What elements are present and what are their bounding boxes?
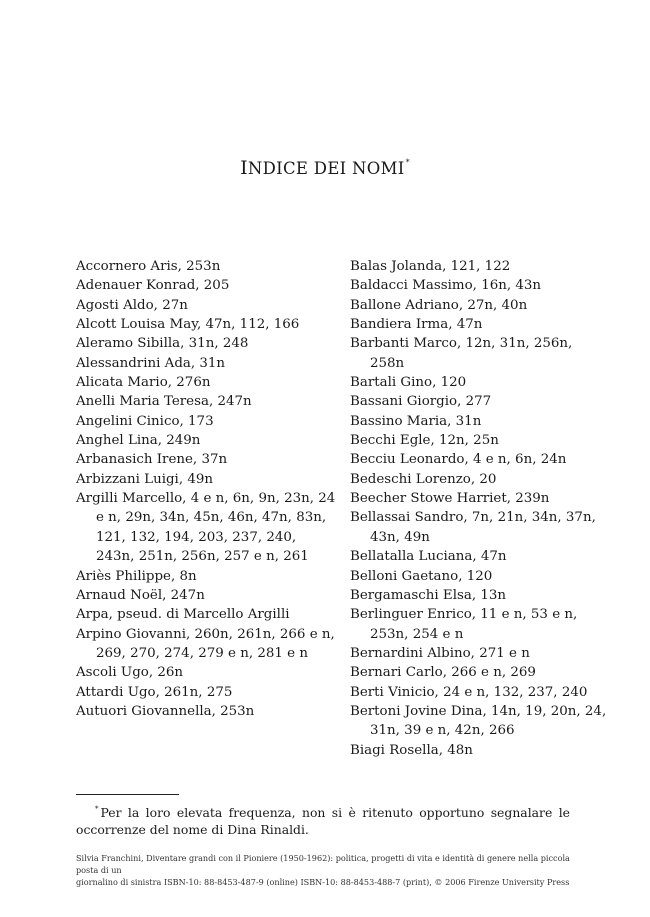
index-entry: Beecher Stowe Harriet, 239n bbox=[350, 491, 550, 507]
title-footnote-mark: * bbox=[405, 158, 410, 167]
index-entry: Aleramo Sibilla, 31n, 248 bbox=[76, 336, 249, 352]
index-entry: Angelini Cinico, 173 bbox=[76, 413, 214, 429]
colophon-line: giornalino di sinistra ISBN-10: 88-8453-487-9 (online) ISBN-10: 88-8453-488-7 (print), © 2006 Firenze University Press bbox=[76, 877, 570, 887]
index-entry: Autuori Giovannella, 253n bbox=[76, 703, 255, 719]
title-rest: NDICE DEI NOMI bbox=[247, 159, 405, 178]
index-entry: Bassani Giorgio, 277 bbox=[350, 394, 492, 410]
index-entry: Bandiera Irma, 47n bbox=[350, 317, 483, 333]
index-entry: Arnaud Noël, 247n bbox=[76, 587, 205, 603]
colophon-line: Silvia Franchini, Diventare grandi con il Pioniere (1950-1962): politica, progetti di vita e identità di genere nella piccola posta di un bbox=[76, 853, 570, 875]
index-entry: Balas Jolanda, 121, 122 bbox=[350, 259, 511, 274]
index-column-left bbox=[76, 257, 338, 721]
index-entry: Bellassai Sandro, 7n, 21n, 34n, 37n, 43n, 49n bbox=[350, 510, 596, 545]
index-entry: Arbizzani Luigi, 49n bbox=[76, 471, 214, 487]
index-entry: Biagi Rosella, 48n bbox=[350, 742, 473, 758]
index-entry: Ascoli Ugo, 26n bbox=[76, 665, 184, 681]
index-entry: Ariès Philippe, 8n bbox=[76, 568, 197, 584]
index-entry: Bedeschi Lorenzo, 20 bbox=[350, 471, 497, 487]
index-entry: Bernardini Albino, 271 e n bbox=[350, 645, 530, 661]
colophon bbox=[76, 852, 576, 888]
index-entry: Bartali Gino, 120 bbox=[350, 375, 467, 391]
index-entry: Berlinguer Enrico, 11 e n, 53 e n, 253n, 254 e n bbox=[350, 607, 578, 642]
index-column-right bbox=[350, 257, 610, 760]
index-entry: Attardi Ugo, 261n, 275 bbox=[76, 684, 233, 700]
index-entry: Becciu Leonardo, 4 e n, 6n, 24n bbox=[350, 452, 567, 468]
index-entry: Berti Vinicio, 24 e n, 132, 237, 240 bbox=[350, 684, 588, 700]
title-initial: I bbox=[240, 157, 248, 179]
index-entry: Anelli Maria Teresa, 247n bbox=[76, 394, 252, 410]
index-entry: Alessandrini Ada, 31n bbox=[76, 355, 226, 371]
index-entry: Argilli Marcello, 4 e n, 6n, 9n, 23n, 24 e n, 29n, 34n, 45n, 46n, 47n, 83n, 121, 132, 194, 203, 237, 240, 243n, 251n, 256n, 257 e n, 261 bbox=[76, 491, 336, 565]
index-entry: Barbanti Marco, 12n, 31n, 256n, 258n bbox=[350, 336, 573, 371]
index-entry: Accornero Aris, 253n bbox=[76, 259, 221, 274]
index-entry: Becchi Egle, 12n, 25n bbox=[350, 433, 499, 449]
index-entry: Bergamaschi Elsa, 13n bbox=[350, 587, 507, 603]
footnote-mark: * bbox=[95, 805, 99, 813]
index-entry: Arpino Giovanni, 260n, 261n, 266 e n, 269, 270, 274, 279 e n, 281 e n bbox=[76, 626, 335, 661]
index-entry: Anghel Lina, 249n bbox=[76, 433, 201, 449]
index-entry: Agosti Aldo, 27n bbox=[76, 297, 188, 313]
index-entry: Ballone Adriano, 27n, 40n bbox=[350, 297, 528, 313]
index-entry: Baldacci Massimo, 16n, 43n bbox=[350, 278, 542, 294]
index-entry: Bassino Maria, 31n bbox=[350, 413, 482, 429]
footnote bbox=[76, 801, 570, 838]
index-entry: Bellatalla Luciana, 47n bbox=[350, 549, 507, 565]
footnote-divider bbox=[76, 794, 179, 795]
page-title bbox=[0, 157, 650, 179]
footnote-text: Per la loro elevata frequenza, non si è ritenuto opportuno segnalare le occorrenze del nome di Dina Rinaldi. bbox=[76, 805, 570, 837]
index-entry: Bernari Carlo, 266 e n, 269 bbox=[350, 665, 536, 681]
index-entry: Alcott Louisa May, 47n, 112, 166 bbox=[76, 317, 300, 333]
index-entry: Bertoni Jovine Dina, 14n, 19, 20n, 24, 31n, 39 e n, 42n, 266 bbox=[350, 703, 607, 739]
index-entry: Alicata Mario, 276n bbox=[76, 375, 211, 391]
index-entry: Belloni Gaetano, 120 bbox=[350, 568, 493, 584]
index-entry: Adenauer Konrad, 205 bbox=[76, 278, 230, 294]
index-entry: Arbanasich Irene, 37n bbox=[76, 452, 228, 468]
index-entry: Arpa, pseud. di Marcello Argilli bbox=[76, 607, 290, 623]
